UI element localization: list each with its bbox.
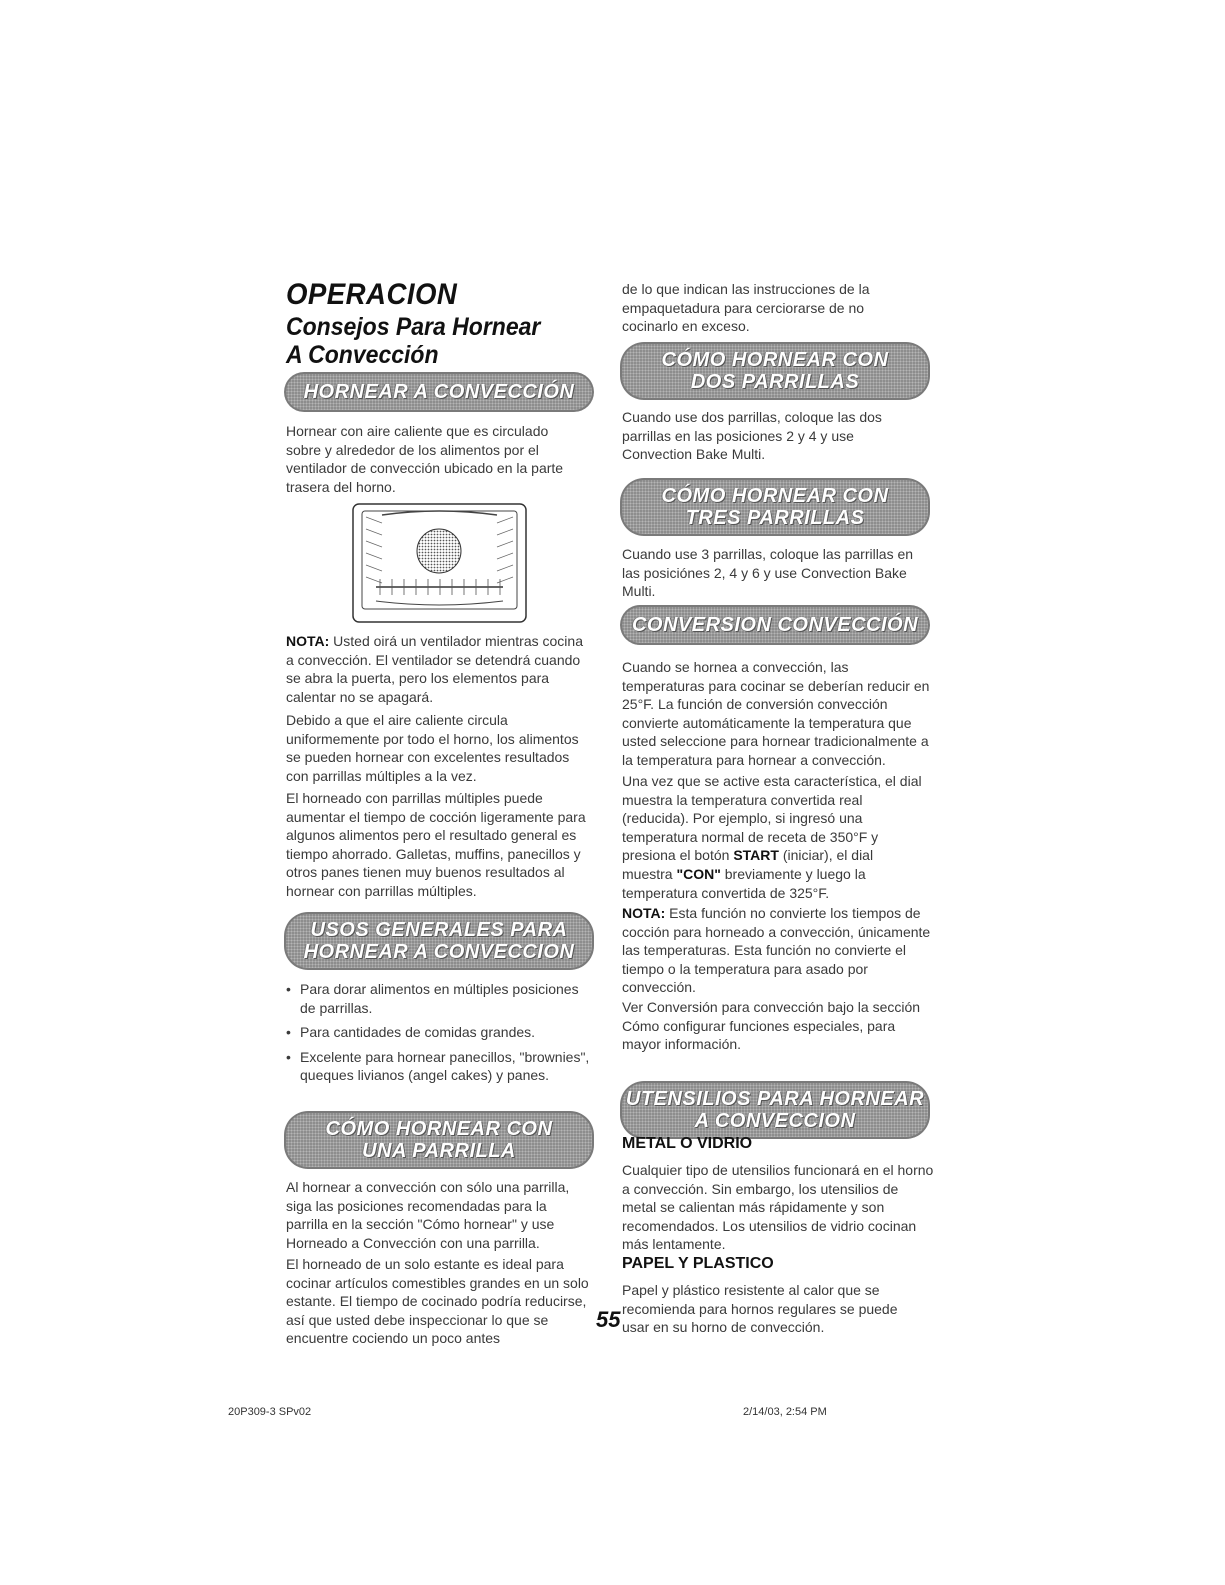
footer-left: 20P309-3 SPv02 bbox=[228, 1406, 312, 1418]
list-item: • Para cantidades de comidas grandes. bbox=[286, 1024, 536, 1041]
banner-general-uses bbox=[284, 912, 594, 970]
footer-right: 2/14/03, 2:54 PM bbox=[743, 1406, 827, 1418]
paper-heading: PAPEL Y PLASTICO bbox=[622, 1255, 774, 1272]
banner-conversion-label: CONVERSION CONVECCIÓN bbox=[631, 614, 919, 636]
oven-illustration bbox=[352, 503, 527, 623]
banner-general-uses-label: USOS GENERALES PARA HORNEAR A CONVECCION bbox=[303, 919, 575, 963]
banner-utensils-label: UTENSILIOS PARA HORNEAR A CONVECCION bbox=[625, 1088, 925, 1132]
conversion-paragraph-3: Ver Conversión para convección bajo la sección Cómo configurar funciones especiales, para mayor información. bbox=[622, 999, 921, 1053]
conversion-paragraph-1: Cuando se hornea a convección, las temperaturas para cocinar se deberían reducir en 25°F. La función de conversión convección convierte automáticamente la temperatura que usted seleccione para hornear tradicionalmente a la temperatura para hornear a convección. bbox=[622, 659, 930, 768]
banner-conversion bbox=[620, 605, 930, 645]
conversion-note bbox=[622, 904, 934, 997]
banner-one-rack bbox=[284, 1111, 594, 1169]
banner-convection-bake bbox=[284, 372, 594, 412]
banner-two-racks-label: CÓMO HORNEAR CON DOS PARRILLAS bbox=[661, 349, 889, 393]
one-rack-paragraph-2-continued: de lo que indican las instrucciones de la empaquetadura para cerciorarse de no cocinarlo en exceso. bbox=[622, 281, 870, 335]
general-uses-list bbox=[286, 980, 596, 1091]
convection-bake-paragraph-3: El horneado con parrillas múltiples puede aumentar el tiempo de cocción ligeramente para algunos alimentos pero el resultado general es tiempo ahorrado. Galletas, muffins, panecillos y otros panes tienen muy buenos resultados al hornear con parrillas múltiples. bbox=[286, 790, 586, 899]
note-text: Usted oirá un ventilador mientras cocina a convección. El ventilador se detendrá cuando se abra la puerta, pero los elementos para calentar no se apagará. bbox=[286, 633, 583, 705]
banner-three-racks-label: CÓMO HORNEAR CON TRES PARRILLAS bbox=[661, 485, 889, 529]
metal-heading: METAL O VIDRIO bbox=[622, 1135, 753, 1152]
two-racks-text: Cuando use dos parrillas, coloque las dos parrillas en las posiciones 2 y 4 y use Convection Bake Multi. bbox=[622, 409, 882, 463]
one-rack-paragraph-1: Al hornear a convección con sólo una parrilla, siga las posiciones recomendadas para la parrilla en la sección "Cómo hornear" y use Horneado a Convección con una parrilla. bbox=[286, 1179, 570, 1251]
metal-text: Cualquier tipo de utensilios funcionará en el horno a convección. Sin embargo, los utensilios de metal se calientan más rápidamente y son recomendados. Los utensilios de vidrio cocinan más lentamente. bbox=[622, 1162, 934, 1253]
banner-three-racks bbox=[620, 478, 930, 536]
list-item: • Excelente para hornear panecillos, "brownies", queques livianos (angel cakes) y panes. bbox=[286, 1048, 590, 1084]
one-rack-paragraph-2: El horneado de un solo estante es ideal para cocinar artículos comestibles grandes en un solo estante. El tiempo de cocinado podría reducirse, así que usted debe inspeccionar lo que se encuentre cociendo un poco antes bbox=[286, 1256, 589, 1347]
banner-utensils bbox=[620, 1081, 930, 1139]
page-subtitle-line2: A Convección bbox=[286, 341, 439, 369]
conversion-paragraph-2: Una vez que se active esta característica, el dial muestra la temperatura convertida real (reducida). Por ejemplo, si ingresó una temperatura normal de receta de 350°F y presiona el botón START (iniciar), el dial muestra "CON" breviamente y luego la temperatura convertida de 325°F. bbox=[622, 773, 922, 901]
list-item: • Para dorar alimentos en múltiples posiciones de parrillas. bbox=[286, 981, 579, 1016]
banner-convection-bake-label: HORNEAR A CONVECCIÓN bbox=[303, 381, 575, 403]
start-label: START bbox=[733, 847, 779, 864]
convection-bake-paragraph-2: Debido a que el aire caliente circula uniformemente por todo el horno, los alimentos se pueden hornear con excelentes resultados con parrillas múltiples a la vez. bbox=[286, 712, 579, 784]
page-subtitle-line1: Consejos Para Hornear bbox=[286, 313, 541, 341]
note-label: NOTA: bbox=[286, 633, 330, 649]
convection-bake-note bbox=[286, 632, 591, 706]
banner-two-racks bbox=[620, 342, 930, 400]
note-label: NOTA: bbox=[622, 905, 666, 921]
three-racks-text: Cuando use 3 parrillas, coloque las parrillas en las posiciónes 2, 4 y 6 y use Convection Bake Multi. bbox=[622, 546, 914, 600]
paper-text: Papel y plástico resistente al calor que se recomienda para hornos regulares se puede usar en su horno de convección. bbox=[622, 1282, 898, 1336]
page-number: 55 bbox=[596, 1307, 621, 1332]
con-label: "CON" bbox=[676, 865, 721, 882]
note-text: Esta función no convierte los tiempos de cocción para horneado a convección, únicamente las temperaturas. Esta función no convierte el tiempo o la temperatura para asado por convección. bbox=[622, 905, 931, 996]
page-title: OPERACION bbox=[286, 278, 458, 311]
banner-one-rack-label: CÓMO HORNEAR CON UNA PARRILLA bbox=[325, 1118, 553, 1162]
convection-bake-text: Hornear con aire caliente que es circulado sobre y alrededor de los alimentos por el ventilador de convección ubicado en la parte trasera del horno. bbox=[286, 423, 564, 495]
